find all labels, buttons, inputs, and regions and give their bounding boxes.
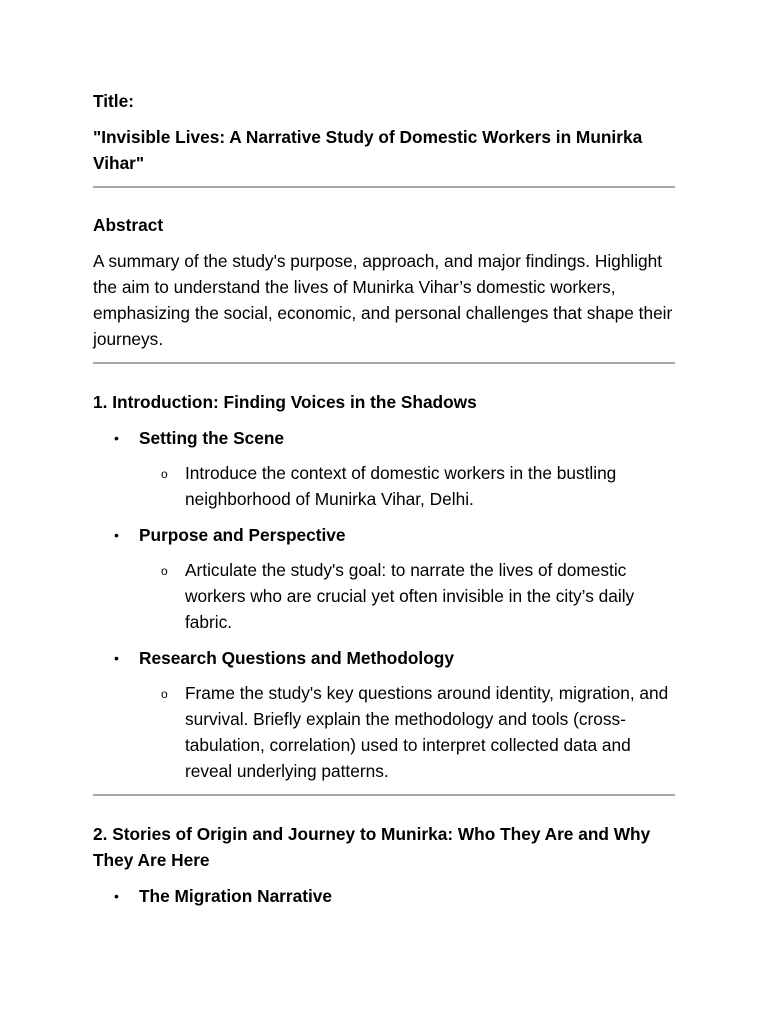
sub-list-item-text: Frame the study's key questions around identity, migration, and survival. Briefly explain the methodology and tools (cross-tabulation, correlation) used to interpret collected data and reveal underlying patterns.	[185, 683, 669, 781]
divider	[93, 362, 675, 364]
bullet-list	[93, 425, 675, 784]
list-item	[93, 645, 675, 784]
list-item-label: Purpose and Perspective	[139, 525, 346, 545]
divider	[93, 186, 675, 188]
list-item	[93, 522, 675, 635]
section-heading: 1. Introduction: Finding Voices in the Shadows	[93, 392, 477, 412]
title-label: Title:	[93, 91, 134, 111]
sub-list-item	[139, 557, 675, 635]
section-heading: 2. Stories of Origin and Journey to Munirka: Who They Are and Why They Are Here	[93, 824, 651, 870]
circle-bullet-icon: o	[161, 687, 168, 701]
circle-bullet-icon: o	[161, 564, 168, 578]
circle-bullet-icon: o	[161, 467, 168, 481]
bullet-icon: •	[114, 527, 119, 543]
list-item	[93, 425, 675, 512]
divider	[93, 794, 675, 796]
sub-list-item-text: Introduce the context of domestic workers in the bustling neighborhood of Munirka Vihar, Delhi.	[185, 463, 617, 509]
abstract-heading: Abstract	[93, 215, 164, 235]
bullet-icon: •	[114, 888, 119, 904]
bullet-icon: •	[114, 430, 119, 446]
sub-list	[139, 557, 675, 635]
list-item-label: Setting the Scene	[139, 428, 285, 448]
bullet-icon: •	[114, 650, 119, 666]
list-item-label: The Migration Narrative	[139, 886, 333, 906]
list-item-label: Research Questions and Methodology	[139, 648, 454, 668]
sub-list	[139, 680, 675, 784]
sub-list-item	[139, 680, 675, 784]
sub-list-item-text: Articulate the study's goal: to narrate the lives of domestic workers who are crucial yet often invisible in the city’s daily fabric.	[185, 560, 635, 632]
list-item	[93, 883, 675, 909]
sub-list	[139, 460, 675, 512]
document-title: "Invisible Lives: A Narrative Study of Domestic Workers in Munirka Vihar"	[93, 127, 643, 173]
sub-list-item	[139, 460, 675, 512]
abstract-body: A summary of the study's purpose, approach, and major findings. Highlight the aim to understand the lives of Munirka Vihar’s domestic workers, emphasizing the social, economic, and personal challenges that shape their journeys.	[93, 251, 673, 349]
document-page	[93, 88, 675, 909]
bullet-list	[93, 883, 675, 909]
